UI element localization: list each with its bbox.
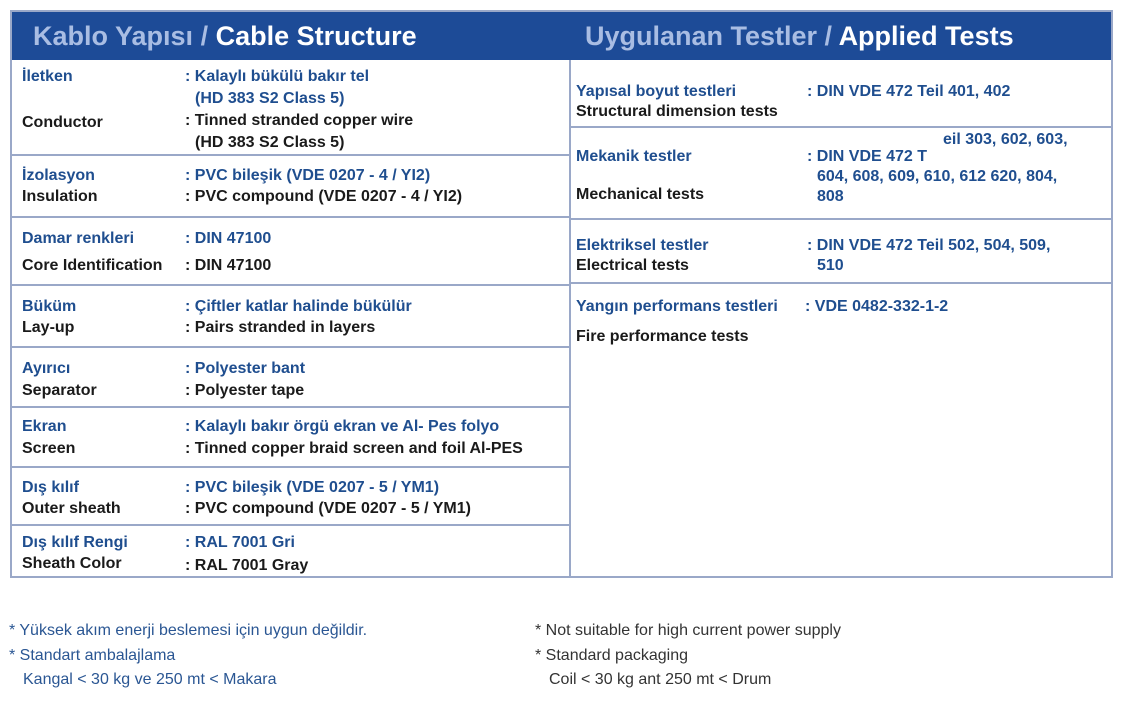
structure-label-en: Insulation	[22, 188, 98, 205]
structure-value-tr: : PVC bileşik (VDE 0207 - 4 / YI2)	[185, 167, 431, 184]
structure-label-en: Conductor	[22, 114, 103, 131]
structure-label-en: Sheath Color	[22, 555, 122, 572]
structure-label-tr: Dış kılıf Rengi	[22, 534, 128, 551]
footer-note-tr: Kangal < 30 kg ve 250 mt < Makara	[23, 671, 277, 688]
test-label-en: Electrical tests	[576, 257, 689, 274]
structure-value-en: : Tinned stranded copper wire	[185, 112, 414, 129]
applied-tests-heading-tr: Uygulanan Testler /	[585, 21, 833, 51]
structure-value-en: : PVC compound (VDE 0207 - 4 / YI2)	[185, 188, 463, 205]
structure-label-tr: İletken	[22, 68, 73, 85]
test-value: : DIN VDE 472 Teil 401, 402	[807, 83, 1011, 100]
test-value: : DIN VDE 472 T	[807, 148, 928, 165]
cable-structure-heading-tr: Kablo Yapısı /	[33, 21, 209, 51]
row-divider	[12, 284, 569, 286]
test-label-tr: Yangın performans testleri	[576, 298, 778, 315]
structure-value-tr: : PVC bileşik (VDE 0207 - 5 / YM1)	[185, 479, 440, 496]
row-divider	[12, 346, 569, 348]
test-label-tr: Mekanik testler	[576, 148, 692, 165]
row-divider	[12, 524, 569, 526]
structure-label-tr: Dış kılıf	[22, 479, 79, 496]
test-value: 604, 608, 609, 610, 612 620, 804,	[817, 168, 1058, 185]
applied-tests-heading-en: Applied Tests	[838, 21, 1014, 51]
test-value: 510	[817, 257, 844, 274]
cable-structure-heading-en: Cable Structure	[215, 21, 417, 51]
structure-value-en: : DIN 47100	[185, 257, 272, 274]
structure-value-en: : PVC compound (VDE 0207 - 5 / YM1)	[185, 500, 471, 517]
structure-label-en: Outer sheath	[22, 500, 121, 517]
test-label-en: Structural dimension tests	[576, 103, 778, 120]
footer-note-tr: * Standart ambalajlama	[9, 647, 176, 664]
structure-label-en: Screen	[22, 440, 76, 457]
structure-value-tr: : Polyester bant	[185, 360, 306, 377]
structure-value-en: : Polyester tape	[185, 382, 305, 399]
column-divider	[569, 60, 571, 576]
structure-label-tr: Ayırıcı	[22, 360, 71, 377]
structure-label-tr: Damar renkleri	[22, 230, 135, 247]
cable-structure-heading	[33, 19, 417, 53]
structure-value-tr: : RAL 7001 Gri	[185, 534, 295, 551]
footer-note-en: * Standard packaging	[535, 647, 688, 664]
test-label-tr: Elektriksel testler	[576, 237, 709, 254]
row-divider	[571, 126, 1111, 128]
structure-label-en: Lay-up	[22, 319, 75, 336]
test-value: eil 303, 602, 603,	[943, 131, 1068, 148]
test-value: : VDE 0482-332-1-2	[805, 298, 949, 315]
test-label-en: Mechanical tests	[576, 186, 705, 203]
row-divider	[571, 218, 1111, 220]
row-divider	[571, 282, 1111, 284]
row-divider	[12, 154, 569, 156]
structure-value-tr: : Kalaylı bakır örgü ekran ve Al- Pes folyo	[185, 418, 500, 435]
applied-tests-heading	[585, 19, 1014, 53]
structure-value-en: : Tinned copper braid screen and foil Al-PES	[185, 440, 523, 457]
test-label-tr: Yapısal boyut testleri	[576, 83, 737, 100]
structure-value-tr: : Çiftler katlar halinde bükülür	[185, 298, 412, 315]
structure-value-tr: : DIN 47100	[185, 230, 272, 247]
structure-label-tr: Ekran	[22, 418, 67, 435]
footer-note-tr: * Yüksek akım enerji beslemesi için uygun değildir.	[9, 622, 368, 639]
structure-label-tr: İzolasyon	[22, 167, 95, 184]
row-divider	[12, 216, 569, 218]
row-divider	[12, 466, 569, 468]
structure-label-en: Core Identification	[22, 257, 163, 274]
structure-value-en: : RAL 7001 Gray	[185, 557, 309, 574]
structure-label-tr: Büküm	[22, 298, 77, 315]
test-label-en: Fire performance tests	[576, 328, 749, 345]
footer-note-en: Coil < 30 kg ant 250 mt < Drum	[549, 671, 772, 688]
structure-value-en: : Pairs stranded in layers	[185, 319, 376, 336]
structure-value-tr-line2: (HD 383 S2 Class 5)	[195, 90, 345, 107]
test-value: 808	[817, 188, 844, 205]
test-value: : DIN VDE 472 Teil 502, 504, 509,	[807, 237, 1051, 254]
row-divider	[12, 406, 569, 408]
structure-value-tr: : Kalaylı bükülü bakır tel	[185, 68, 370, 85]
footer-note-en: * Not suitable for high current power supply	[535, 622, 841, 639]
structure-label-en: Separator	[22, 382, 97, 399]
structure-value-en-line2: (HD 383 S2 Class 5)	[195, 134, 345, 151]
